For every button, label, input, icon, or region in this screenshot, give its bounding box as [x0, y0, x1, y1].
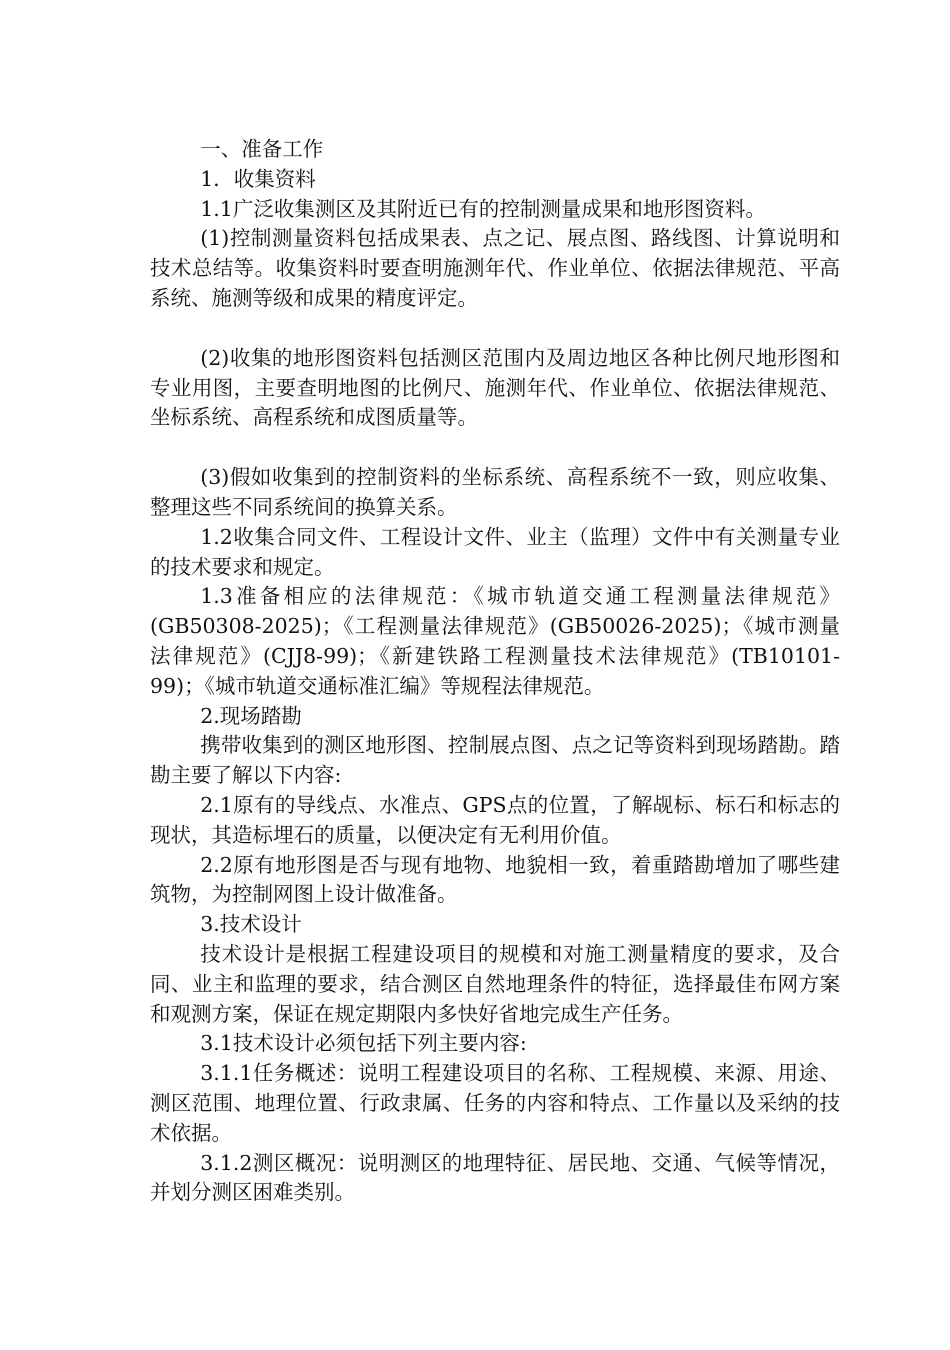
paragraph-2-1: 2.1原有的导线点、水准点、GPS点的位置，了解觇标、标石和标志的现状，其造标埋石的质量，以便决定有无利用价值。	[150, 792, 840, 847]
paragraph-3-1: 3.1技术设计必须包括下列主要内容:	[200, 1031, 527, 1056]
subsection-heading-collect-data: 1．收集资料	[200, 166, 316, 191]
paragraph-1-2: 1.2收集合同文件、工程设计文件、业主（监理）文件中有关测量专业的技术要求和规定。	[150, 524, 840, 579]
paragraph-3-1-2: 3.1.2测区概况：说明测区的地理特征、居民地、交通、气候等情况，并划分测区困难类别。	[150, 1150, 840, 1205]
subsection-heading-technical-design: 3.技术设计	[200, 912, 302, 937]
paragraph-technical-design-intro: 技术设计是根据工程建设项目的规模和对施工测量精度的要求，及合同、业主和监理的要求，结合测区自然地理条件的特征，选择最佳布网方案和观测方案，保证在规定期限内多快好省地完成生产任务。	[150, 941, 840, 1026]
paragraph-2-2: 2.2原有地形图是否与现有地物、地貌相一致，着重踏勘增加了哪些建筑物，为控制网图上设计做准备。	[150, 852, 840, 907]
paragraph-site-survey-intro: 携带收集到的测区地形图、控制展点图、点之记等资料到现场踏勘。踏勘主要了解以下内容:	[150, 733, 840, 788]
paragraph-control-survey-data: (1)控制测量资料包括成果表、点之记、展点图、路线图、计算说明和技术总结等。收集资料时要查明施测年代、作业单位、依据法律规范、平高系统、施测等级和成果的精度评定。	[150, 226, 840, 310]
paragraph-3-1-1: 3.1.1任务概述：说明工程建设项目的名称、工程规模、来源、用途、测区范围、地理位置、行政隶属、任务的内容和特点、工作量以及采纳的技术依据。	[150, 1061, 840, 1145]
paragraph-1-1: 1.1广泛收集测区及其附近已有的控制测量成果和地形图资料。	[200, 196, 766, 221]
paragraph-1-3: 1.3准备相应的法律规范：《城市轨道交通工程测量法律规范》(GB50308-2025)；《工程测量法律规范》(GB50026-2025)；《城市测量法律规范》(CJJ8-99)；《新建铁路工程测量技术法律规范》(TB10101-99)；《城市轨道交通标准汇编》等规程法律规范。	[150, 584, 840, 698]
paragraph-coordinate-conversion: (3)假如收集到的控制资料的坐标系统、高程系统不一致，则应收集、整理这些不同系统间的换算关系。	[150, 465, 840, 519]
section-heading-preparation: 一、准备工作	[200, 137, 324, 161]
paragraph-topographic-map-data: (2)收集的地形图资料包括测区范围内及周边地区各种比例尺地形图和专业用图，主要查明地图的比例尺、施测年代、作业单位、依据法律规范、坐标系统、高程系统和成图质量等。	[150, 345, 840, 430]
document-body	[150, 135, 840, 1208]
subsection-heading-site-survey: 2.现场踏勘	[200, 703, 302, 728]
